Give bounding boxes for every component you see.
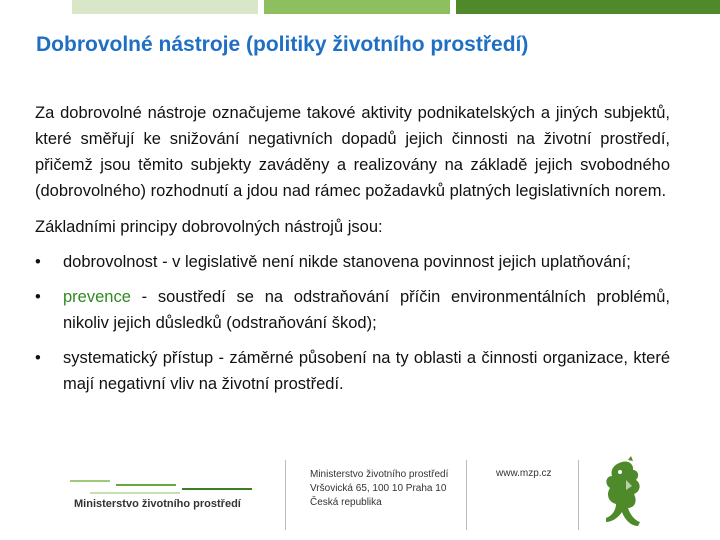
footer-divider	[466, 460, 467, 530]
logo-text: Ministerstvo životního prostředí	[74, 498, 241, 510]
bullet-icon: •	[35, 288, 41, 306]
top-bar-segment-mid	[264, 0, 450, 14]
principle-item	[35, 249, 670, 275]
address-line: Česká republika	[310, 497, 382, 508]
top-bar-segment-light	[72, 0, 258, 14]
principles-intro: Základními principy dobrovolných nástrojů jsou:	[35, 218, 383, 236]
principle-text: dobrovolnost - v legislativě není nikde stanovena povinnost jejich uplatňování;	[63, 253, 631, 271]
footer-address	[310, 468, 448, 510]
czech-lion-emblem-icon	[598, 456, 648, 532]
footer-website-link[interactable]: www.mzp.cz	[496, 468, 552, 479]
slide-content	[35, 100, 670, 406]
top-color-bar	[0, 0, 720, 14]
address-line: Ministerstvo životního prostředí	[310, 469, 449, 480]
footer-divider	[285, 460, 286, 530]
principle-item	[35, 345, 670, 397]
principle-highlight: prevence	[63, 288, 131, 306]
principle-item	[35, 284, 670, 336]
bullet-icon: •	[35, 253, 41, 271]
bullet-icon: •	[35, 349, 41, 367]
definition-paragraph: Za dobrovolné nástroje označujeme takové aktivity podnikatelských a jiných subjektů, které směřují ke snižování negativních dopadů jejich činnosti na životní prostředí, přičemž jsou těmito subjekty zaváděny a realizovány na základě jejich svobodného (dobrovolného) rozhodnutí a jdou nad rámec požadavků platných legislativních norem.	[35, 104, 670, 200]
principles-list	[35, 249, 670, 397]
footer-divider	[578, 460, 579, 530]
ministry-logo	[62, 460, 270, 532]
principle-text: systematický přístup - záměrné působení na ty oblasti a činnosti organizace, které mají negativní vliv na životní prostředí.	[63, 349, 670, 393]
address-line: Vršovická 65, 100 10 Praha 10	[310, 483, 447, 494]
slide-title: Dobrovolné nástroje (politiky životního prostředí)	[36, 33, 529, 56]
principle-text: - soustředí se na odstraňování příčin environmentálních problémů, nikoliv jejich důsledků (odstraňování škod);	[63, 288, 670, 332]
logo-stripes-icon	[70, 480, 250, 498]
top-bar-segment-dark	[456, 0, 720, 14]
footer	[0, 450, 720, 540]
